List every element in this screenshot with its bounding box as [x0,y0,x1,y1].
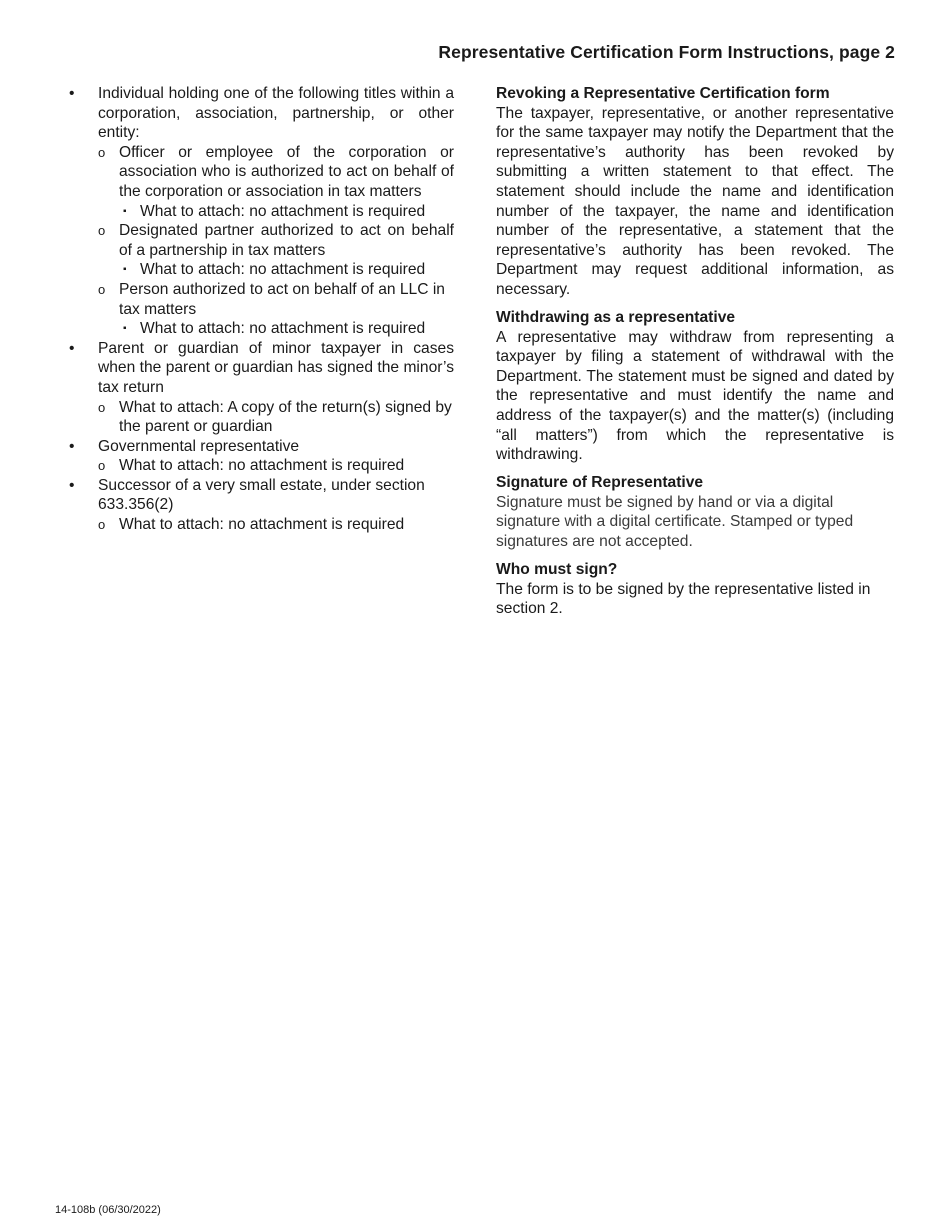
sub-list-item [98,515,454,535]
form-id-footer: 14-108b (06/30/2022) [55,1204,161,1216]
list-item-text: Individual holding one of the following titles within a corporation, association, partnership, or other entity: [98,85,454,142]
representative-types-list [67,84,454,535]
section-body: The form is to be signed by the representative listed in section 2. [496,580,871,618]
circle-bullet-icon: o [98,458,106,474]
list-item [67,476,454,535]
section-heading: Withdrawing as a representative [496,309,736,327]
sub-list [98,515,454,535]
circle-bullet-icon: o [98,399,106,415]
withdrawing-section [496,308,894,465]
section-body: Signature must be signed by hand or via a digital signature with a digital certificate. Stamped or typed signatures are not accepted. [496,493,854,551]
section-body: The taxpayer, representative, or another representative for the same taxpayer may notify the Department that the representative’s authority has been revoked by submitting a written statement to that effect. The statement should include the name and identification number of the taxpayer, the name and identification number of the representative, a statement that the representative’s authority has been revoked. The Department may request additional information, as necessary. [496,104,894,298]
section-heading: Signature of Representative [496,474,704,492]
sub-list-item-text: Officer or employee of the corporation or association who is authorized to act on behalf of the corporation or association in tax matters [119,143,454,200]
sub-list-item [98,280,454,339]
circle-bullet-icon: o [98,281,106,297]
attachment-item [119,319,454,339]
square-bullet-icon: ▪ [123,205,127,217]
list-item [67,437,454,476]
section-body: A representative may withdraw from representing a taxpayer by filing a statement of withdrawal with the Department. The statement must be signed and dated by the representative and must identify the name and address of the taxpayer(s) and the matter(s) (including “all matters”) from which the representative is withdrawing. [496,328,894,464]
attachment-item [119,260,454,280]
sub-list [98,143,454,339]
who-must-sign-section [496,560,894,619]
sub-list-item [98,456,454,476]
revoking-section [496,84,894,300]
sub-list [98,456,454,476]
sub-list-item-text: What to attach: no attachment is required [119,516,405,534]
bullet-icon: • [69,476,75,494]
section-heading: Who must sign? [496,561,618,579]
sub-list-item [98,143,454,221]
bullet-icon: • [69,437,75,455]
sub-list-item [98,221,454,280]
sub-list-item-text: Person authorized to act on behalf of an LLC in tax matters [119,280,445,318]
left-column [67,84,454,535]
bullet-icon: • [69,339,75,357]
signature-section [496,473,894,551]
sub-list [98,398,454,437]
bullet-icon: • [69,85,75,102]
attachment-item [119,202,454,222]
sub-sub-list [119,260,454,280]
square-bullet-icon: ▪ [123,264,127,276]
sub-list-item-text: Designated partner authorized to act on behalf of a partnership in tax matters [119,222,454,259]
square-bullet-icon: ▪ [123,323,127,335]
circle-bullet-icon: o [98,517,106,533]
circle-bullet-icon: o [98,144,106,160]
list-item [67,84,454,339]
attachment-text: What to attach: no attachment is required [140,202,426,220]
list-item [67,339,454,437]
sub-list-item-text: What to attach: A copy of the return(s) signed by the parent or guardian [119,398,452,436]
sub-sub-list [119,319,454,339]
attachment-text: What to attach: no attachment is required [140,320,426,338]
sub-sub-list [119,202,454,222]
attachment-text: What to attach: no attachment is required [140,261,426,279]
page-title: Representative Certification Form Instructions, page 2 [438,42,895,62]
section-heading: Revoking a Representative Certification form [496,85,830,102]
sub-list-item-text: What to attach: no attachment is required [119,457,405,475]
list-item-text: Governmental representative [98,437,300,455]
list-item-text: Parent or guardian of minor taxpayer in cases when the parent or guardian has signed the minor’s tax return [98,339,454,396]
circle-bullet-icon: o [98,223,106,239]
list-item-text: Successor of a very small estate, under section 633.356(2) [98,476,425,514]
right-column [496,84,894,627]
sub-list-item [98,398,454,437]
